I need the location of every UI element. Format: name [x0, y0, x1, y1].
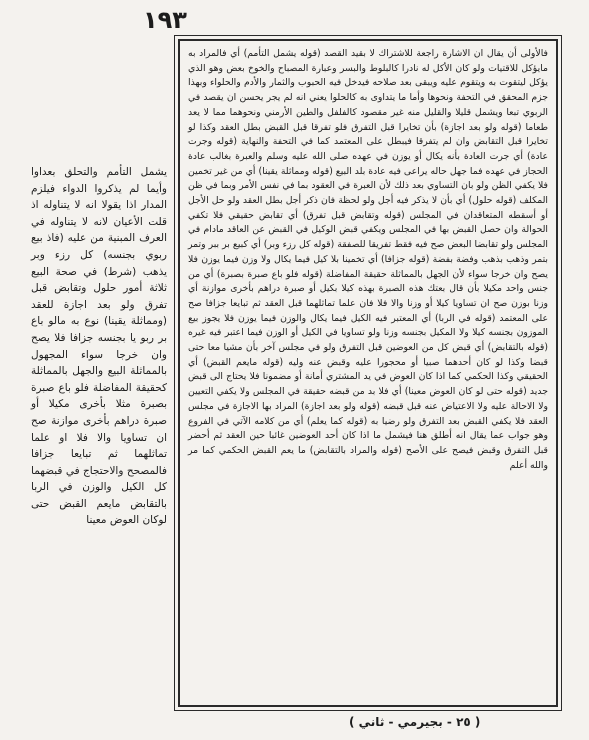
footer-signature: ( ٢٥ - بجيرمي - ثاني ) [349, 715, 481, 729]
margin-text: يشمل التأمم والتحلق بعداوا وأيما لم يذكروا الدواء فيلزم المدار اذا يقولا انه لا يتناوله اذ قلت الأعيان لانه لا يتناوله في العرف المبنية من عليه (فاذ بيع ربوي بجنسه) كل رزء وبر يذهب (شرط) في صحة البيع ثلاثة أمور حلول وتقابض قبل تفرق ولو بعد اجازة للعقد (ومماثلة يقينا) نوع به مالو باع بر ربو يا بجنسه جزافا فلا يصح وان خرجا سواء المجهول بالمماثلة البيع والجهل بالمماثلة كحقيقة المفاضلة فلو باع صبرة بصبرة مثلا بأخرى مكيلا أو صبرة دراهم بأخرى موازنة صح ان تساويا والا فلا او علما تماثلهما ثم تبايعا جزافا فالمصحح والاحتجاج في قبضهما كل الكيل والوزن في الربا بالتقابض مايعم القبض حتى لوكان العوض معينا [31, 166, 167, 527]
main-text-inner-border [178, 39, 558, 707]
main-text-paragraph: فالأولى أن يقال ان الاشارة راجعة للاشتراك لا بقيد القصد (قوله يشمل التأمم) أي فالمراد به مايؤكل للاقتيات ولو كان الأكل له نادرا كالبلوط والبسر وعبارة المصباح والخوخ بعض وهو الذي يؤكل ليتقوت به ويتقوم عليه ويبقى بعد صلاحه فيدخل فيه الحبوب والثمار والأدم والحلواء وبهذا جزم المحقق في التحفة ونحوها وأما ما يتداوى به كالحلوا يعني انه لم يجر يحسن ان يقصد في الربوي تبعا ويشمل قليلا والقليل منه غير مقصود كالفلفل والطين الأرمني ونحوهما مما لا يعد طعاما (قوله ولو بعد اجازة) بأن تخايرا قبل التفرق فلو تفرقا قبل القبض بطل العقد وكذا لو تخايرا قبل التقابض وان لم يتفرقا فيبطل على المعتمد كما في التحفة والنهاية (قوله وجرت عادة) أي جرت العادة بأنه يكال أو يوزن في عهده صلى الله عليه وسلم والعبرة بغالب عادة الحجاز في عهده فما جهل حاله يراعى فيه عادة بلد البيع (قوله ومماثلة يقينا) أي من غير تخمين فلا يكفي الظن ولو بان التساوي بعد ذلك لأن العبرة في العقود بما في نفس الأمر وبما في ظن المكلف (قوله حلول) أي بأن لا يذكر فيه أجل ولو لحظة فان ذكر أجل بطل العقد ولو حل الأجل أو أسقطه المتعاقدان في المجلس (قوله وتقابض قبل تفرق) أي تقابض حقيقي فلا تكفي الحوالة وان حصل القبض بها في المجلس ويكفي قبض الوكيل في القبض عن العاقد مادام في المجلس ولو تقابضا البعض صح فيه فقط تفريقا للصفقة (قوله كل رزء وبر) أي كبيع بر ببر وتمر بتمر وذهب بذهب وفضة بفضة (قوله جزافا) أي تخمينا بلا كيل فيما يكال ولا وزن فيما يوزن فلا يصح وان خرجا سواء لأن الجهل بالمماثلة حقيقة المفاضلة (قوله فلو باع صبرة بصبرة) أي من جنس واحد مكيلا بأن قال بعتك هذه الصبرة بهذه كيلا بكيل أو صبرة دراهم بأخرى موازنة أي وزنا بوزن صح ان تساويا كيلا أو وزنا والا فلا فان علما تماثلهما قبل العقد ثم تبايعا جزافا صح على المعتمد (قوله في الربا) أي المعتبر فيه الكيل فيما يكال والوزن فيما يوزن فلا يجوز بيع الموزون بجنسه كيلا ولا المكيل بجنسه وزنا ولو تساويا في الكيل أو الوزن فيما اعتبر فيه غيره (قوله بالتقابض) أي قبض كل من العوضين قبل التفرق ولو في مجلس آخر بأن مشيا معا حتى قبضا وكذا لو كان أحدهما صبيا أو محجورا عليه وقبض عنه وليه (قوله مايعم القبض) أي الحقيقي وكذا الحكمي كما اذا كان العوض في يد المشتري أمانة أو مضمونا فلا يحتاج الى قبض جديد (قوله حتى لو كان العوض معينا) أي فلا بد من قبضه حقيقة في المجلس ولا يكفي التعيين ولا الاحالة عليه ولا الاعتياض عنه قبل قبضه (قوله ولو بعد اجازة) المراد بها الاجازة في مجلس العقد فلا يكفي القبض بعد التفرق ولو رضيا به (قوله كما يعلم) أي من كلامه الآتي في الفروع وهو جواب عما يقال انه أطلق هنا فيشمل ما اذا كان أحد العوضين غائبا حين العقد ثم أحضر قبل التفرق وقبض فيصح على الأصح (قوله والمراد بالتقابض) ما يعم القبض الحكمي كما مر والله أعلم [188, 48, 548, 471]
main-text-frame [174, 35, 562, 711]
page-number: ١٩٣ [143, 6, 187, 34]
margin-text-column [31, 164, 167, 529]
main-text-block [188, 47, 548, 473]
